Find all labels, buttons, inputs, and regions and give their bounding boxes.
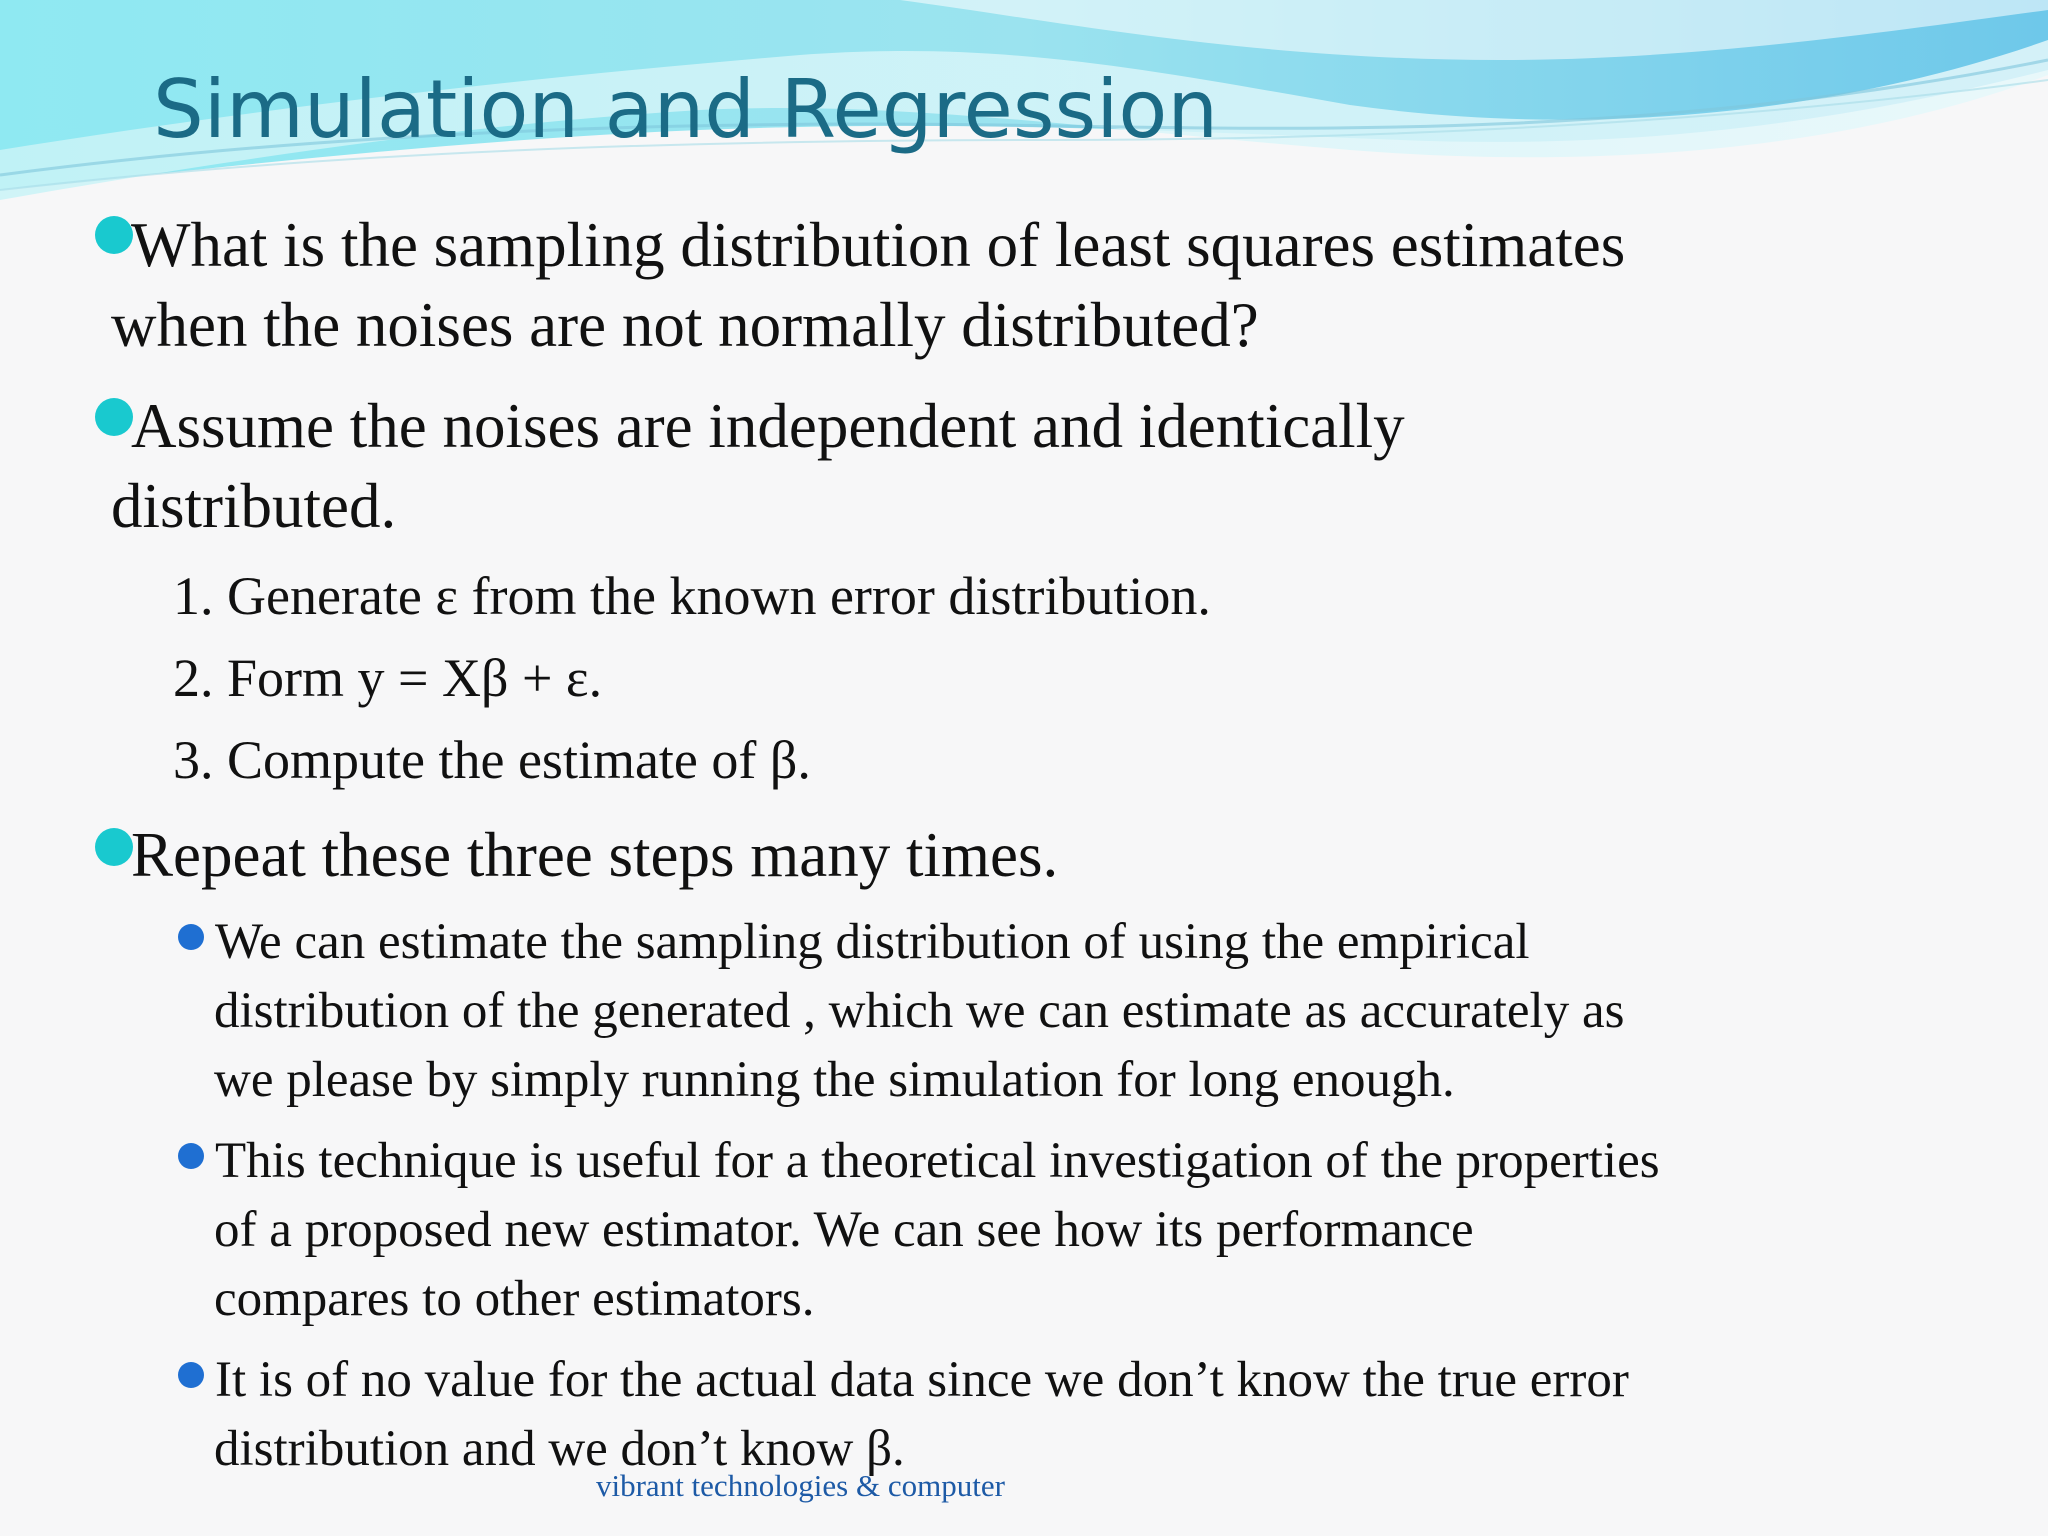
bullet-line: when the noises are not normally distributed?: [111, 290, 1259, 360]
bullet-dot-icon: [95, 398, 133, 436]
bullet-item: [111, 205, 2011, 365]
bullet-dot-icon: [95, 828, 133, 866]
sub-bullet-dot-icon: [178, 1362, 204, 1388]
sub-bullet-line: It is of no value for the actual data since we don’t know the true error: [215, 1352, 1629, 1408]
sub-bullet-line: of a proposed new estimator. We can see how its performance: [214, 1202, 1474, 1258]
bullet-line: What is the sampling distribution of least squares estimates: [131, 210, 1626, 280]
step-item: 1. Generate ε from the known error distribution.: [173, 566, 1211, 626]
bullet-dot-icon: [95, 216, 133, 254]
sub-bullet-line: We can estimate the sampling distribution of using the empirical: [215, 914, 1530, 970]
footer-text: vibrant technologies & computer: [596, 1468, 1005, 1503]
sub-bullet-dot-icon: [178, 1143, 204, 1169]
step-item: 2. Form y = Xβ + ε.: [173, 648, 603, 708]
sub-bullet-line: distribution of the generated , which we can estimate as accurately as: [214, 983, 1625, 1039]
sub-bullet-item: [215, 1127, 2015, 1334]
bullet-line: Repeat these three steps many times.: [131, 820, 1059, 890]
bullet-line: Assume the noises are independent and identically: [131, 391, 1405, 461]
slide-title: Simulation and Regression: [153, 63, 1219, 156]
sub-bullet-item: [215, 908, 2015, 1115]
sub-bullet-line: compares to other estimators.: [214, 1271, 815, 1327]
sub-bullet-line: we please by simply running the simulation for long enough.: [214, 1052, 1455, 1108]
bullet-item: [131, 815, 2011, 895]
bullet-line: distributed.: [111, 471, 397, 541]
sub-bullet-line: distribution and we don’t know β.: [214, 1421, 905, 1477]
sub-bullet-item: [215, 1346, 2015, 1484]
sub-bullet-dot-icon: [178, 924, 204, 950]
sub-bullet-line: This technique is useful for a theoretical investigation of the properties: [215, 1133, 1660, 1189]
bullet-item: [111, 386, 2011, 546]
step-item: 3. Compute the estimate of β.: [173, 730, 811, 790]
